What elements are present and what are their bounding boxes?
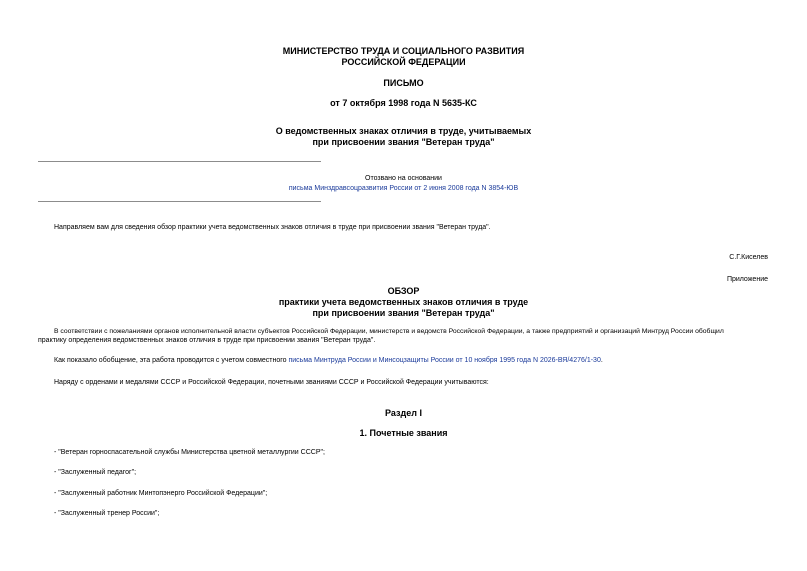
joint-letter-link[interactable]: письма Минтруда России и Минсоцзащиты России от 10 ноября 1995 года N 2026-ВЯ/4276/1-30 xyxy=(288,357,601,364)
paragraph-2-prefix: Как показало обобщение, эта работа проводится с учетом совместного xyxy=(54,357,289,364)
signature: С.Г.Киселев xyxy=(729,254,768,261)
subsection-title: 1. Почетные звания xyxy=(359,428,448,438)
review-title: ОБЗОР xyxy=(387,286,420,296)
document-date: от 7 октября 1998 года N 5635-КС xyxy=(330,98,477,108)
review-subtitle-line1: практики учета ведомственных знаков отличия в труде xyxy=(278,297,529,307)
revocation-link[interactable]: письма Минздравсоцразвития России от 2 июня 2008 года N 3854-ЮВ xyxy=(288,185,519,192)
revocation-text: Отозвано на основании xyxy=(365,175,442,182)
divider-top xyxy=(38,161,321,162)
ministry-title-line1: МИНИСТЕРСТВО ТРУДА И СОЦИАЛЬНОГО РАЗВИТИЯ xyxy=(282,46,525,56)
paragraph-2 xyxy=(54,356,603,366)
list-item: - "Заслуженный работник Минтопэнерго Российской Федерации"; xyxy=(54,490,268,497)
paragraph-1-line2: практику определения ведомственных знаков отличия в труде при присвоении звания "Ветеран труда". xyxy=(38,337,376,344)
list-item: - "Заслуженный тренер России"; xyxy=(54,510,160,517)
paragraph-1-line1: В соответствии с пожеланиями органов исполнительной власти субъектов Российской Федерации, министерств и ведомств Российской Федерации, а также предприятий и организаций Минтруд России обобщил xyxy=(54,328,724,335)
paragraph-2-suffix: . xyxy=(600,357,603,364)
review-subtitle-line2: при присвоении звания "Ветеран труда" xyxy=(312,308,495,318)
document-type: ПИСЬМО xyxy=(383,78,424,88)
document-subject-line2: при присвоении звания "Ветеран труда" xyxy=(312,137,495,147)
paragraph-3: Наряду с орденами и медалями СССР и Российской Федерации, почетными званиями СССР и Российской Федерации учитываются: xyxy=(54,379,489,386)
document-subject-line1: О ведомственных знаках отличия в труде, учитываемых xyxy=(275,126,532,136)
ministry-title-line2: РОССИЙСКОЙ ФЕДЕРАЦИИ xyxy=(341,57,466,67)
intro-paragraph: Направляем вам для сведения обзор практики учета ведомственных знаков отличия в труде при присвоении звания "Ветеран труда". xyxy=(54,224,491,231)
appendix-label: Приложение xyxy=(726,276,768,283)
section-title: Раздел I xyxy=(385,408,422,418)
list-item: - "Ветеран горноспасательной службы Министерства цветной металлургии СССР"; xyxy=(54,449,325,456)
divider-bottom xyxy=(38,201,321,202)
list-item: - "Заслуженный педагог"; xyxy=(54,469,137,476)
